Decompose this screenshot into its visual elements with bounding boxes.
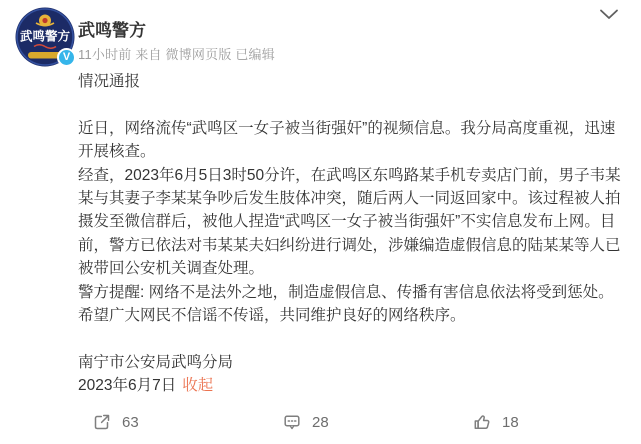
- comment-button[interactable]: [282, 412, 472, 432]
- like-button[interactable]: [472, 412, 641, 432]
- avatar[interactable]: [15, 7, 75, 67]
- spacer: [78, 93, 623, 116]
- post-content: [78, 70, 623, 398]
- date-text: 2023年6月7日: [78, 377, 177, 395]
- collapse-link[interactable]: 收起: [182, 377, 214, 395]
- comment-icon: [282, 412, 302, 432]
- verified-badge-icon: [57, 48, 76, 67]
- like-count: 18: [502, 414, 519, 431]
- verified-letter: V: [62, 51, 71, 63]
- paragraph-3: 警方提醒: 网络不是法外之地，制造虚假信息、传播有害信息依法将受到惩处。希望广大网民不信谣不传谣，共同维护良好的网络秩序。: [78, 283, 614, 325]
- notice-title: 情况通报: [78, 73, 141, 90]
- repost-button[interactable]: [92, 412, 282, 432]
- date-line: [78, 374, 623, 397]
- action-bar: [92, 412, 641, 432]
- paragraph-2: 经查，2023年6月5日3时50分许，在武鸣区东鸣路某手机专卖店门前，男子韦某某与其妻子李某某争吵后发生肢体冲突，随后两人一同返回家中。该过程被人拍摄发至微信群后，被他人捏造“武鸣区一女子被当街强奸”不实信息发布上网。目前，警方已依法对韦某某夫妇纠纷进行调处，涉嫌编造虚假信息的陆某某等人已被带回公安机关调查处理。: [78, 166, 621, 278]
- signature-line: 南宁市公安局武鸣分局: [78, 353, 234, 371]
- thumbs-up-icon: [472, 412, 492, 432]
- comment-count: 28: [312, 414, 329, 431]
- paragraph-1: 近日，网络流传“武鸣区一女子被当街强奸”的视频信息。我分局高度重视，迅速开展核查。: [78, 119, 616, 161]
- post-meta: 11小时前 来自 微博网页版 已编辑: [78, 47, 275, 62]
- spacer: [78, 327, 623, 350]
- share-icon: [92, 412, 112, 432]
- repost-count: 63: [122, 414, 139, 431]
- chevron-down-icon[interactable]: [599, 8, 619, 22]
- author-name[interactable]: 武鸣警方: [78, 21, 146, 40]
- avatar-text: 武鸣警方: [19, 29, 71, 44]
